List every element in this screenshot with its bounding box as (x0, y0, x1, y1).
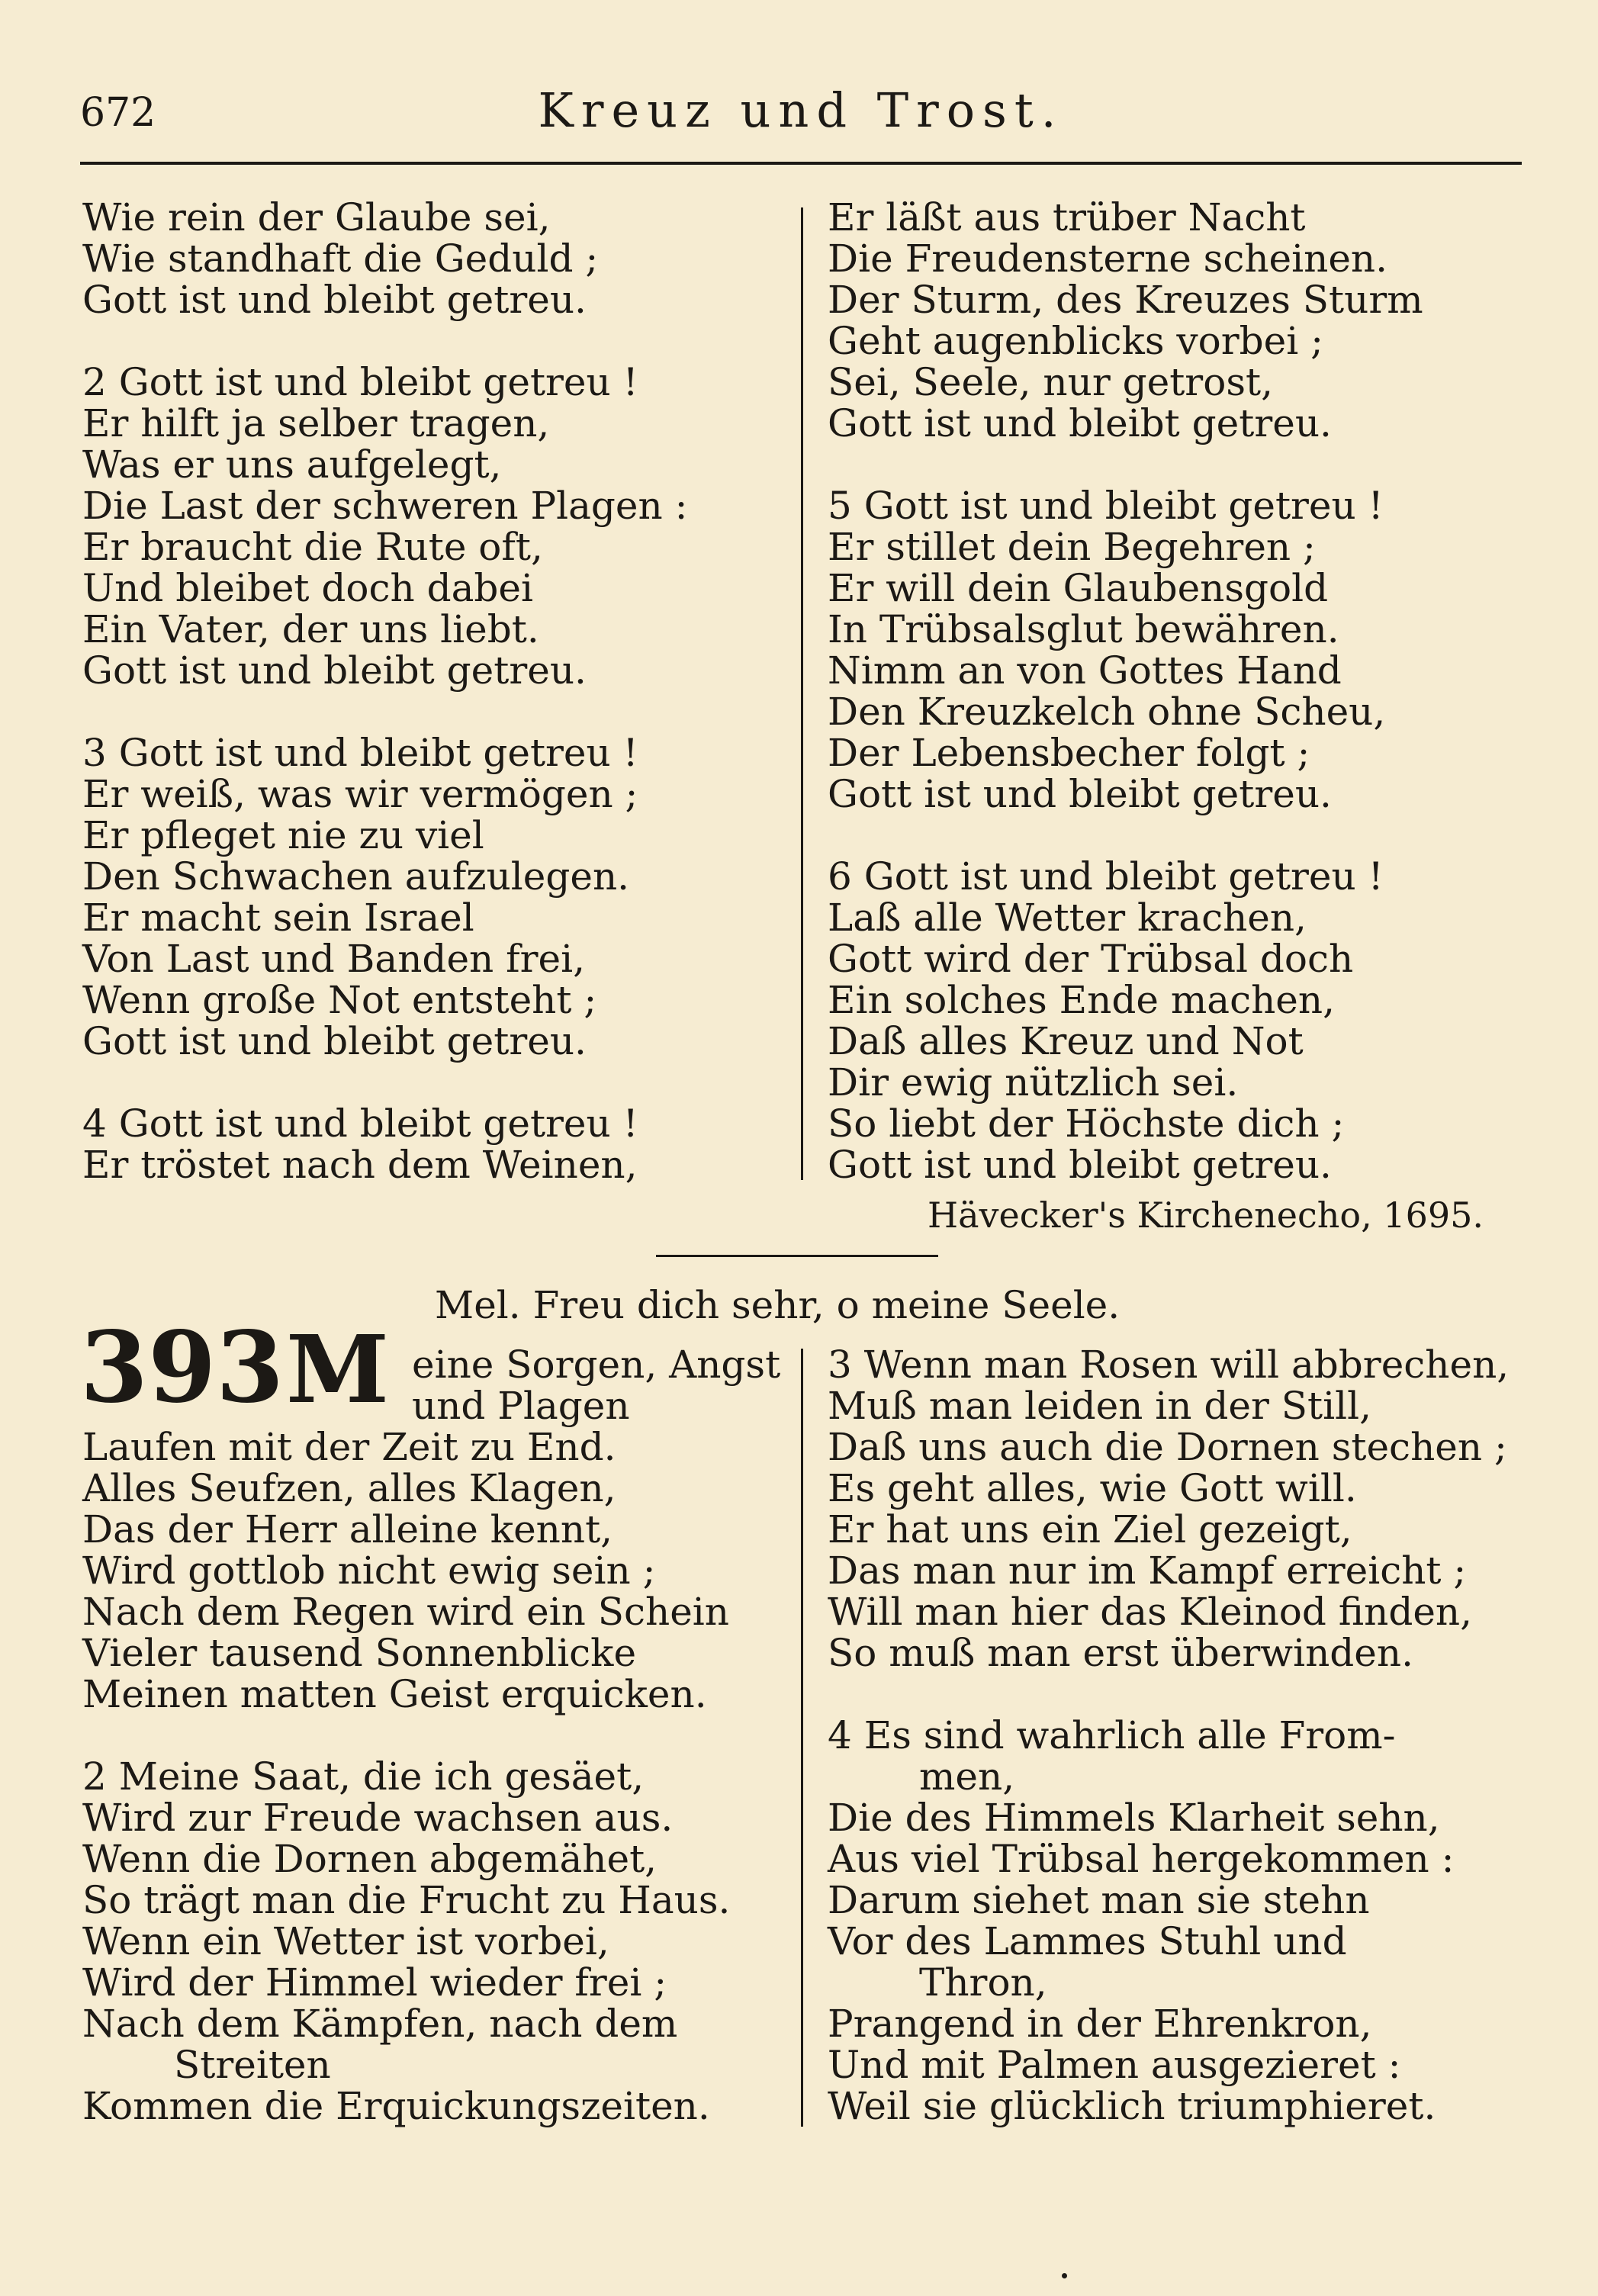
print-mark (1062, 2273, 1067, 2278)
hymn-392-left-column (82, 197, 792, 1185)
page-number: 672 (80, 90, 156, 136)
melody-line: Mel. Freu dich sehr, o meine Seele. (435, 1283, 1121, 1327)
verse-line: 6 Gott ist und bleibt getreu ! (828, 854, 1384, 899)
verse-line: men, (919, 1754, 1015, 1799)
verse-line: Er pfleget nie zu viel (82, 813, 484, 857)
stanza-gap (828, 444, 1514, 485)
running-head: Kreuz und Trost. (538, 82, 1064, 138)
verse-line: 4 Es sind wahrlich alle From- (828, 1713, 1396, 1757)
verse-line: Gott ist und bleibt getreu. (828, 772, 1332, 816)
verse-line: Gott wird der Trübsal doch (828, 937, 1354, 981)
verse-line: Kommen die Erquickungszeiten. (82, 2084, 710, 2128)
verse-line: So liebt der Höchste dich ; (828, 1101, 1345, 1146)
section-divider (656, 1255, 938, 1257)
verse-line: Er stillet dein Begehren ; (828, 525, 1316, 569)
verse-line: 2 Meine Saat, die ich gesäet, (82, 1754, 645, 1799)
hymn-393-right-column (828, 1344, 1526, 2127)
column-divider (801, 1349, 803, 2127)
verse-line: Was er uns aufgelegt, (82, 442, 502, 487)
hymn-393-left-column (82, 1344, 792, 2127)
stanza-gap (828, 815, 1514, 856)
verse-line: 3 Gott ist und bleibt getreu ! (82, 731, 638, 775)
verse-line: Dir ewig nützlich sei. (828, 1060, 1239, 1105)
verse-line: Von Last und Banden frei, (82, 937, 586, 981)
stanza-gap (82, 691, 792, 732)
stanza-gap (828, 1674, 1526, 1715)
verse-line: Der Lebensbecher folgt ; (828, 731, 1310, 775)
page-header (80, 82, 1522, 143)
verse-line: eine Sorgen, Angst (412, 1343, 781, 1387)
verse-line: Das man nur im Kampf erreicht ; (828, 1548, 1467, 1593)
verse-line: 5 Gott ist und bleibt getreu ! (828, 484, 1384, 528)
verse-line: Vor des Lammes Stuhl und (828, 1919, 1347, 1963)
verse-line: Gott ist und bleibt getreu. (82, 278, 587, 322)
verse-line: 3 Wenn man Rosen will abbrechen, (828, 1343, 1510, 1387)
verse-line: 2 Gott ist und bleibt getreu ! (82, 360, 638, 404)
verse-line: Weil sie glücklich triumphieret. (828, 2084, 1436, 2128)
verse-line: und Plagen (412, 1384, 630, 1428)
verse-line: Sei, Seele, nur getrost, (828, 360, 1273, 404)
verse-line: Will man hier das Kleinod finden, (828, 1590, 1473, 1634)
verse-line: Nach dem Regen wird ein Schein (82, 1590, 729, 1634)
drop-cap: M (286, 1314, 390, 1424)
verse-line: Vieler tausend Sonnenblicke (82, 1631, 637, 1675)
verse-line: Laufen mit der Zeit zu End. (82, 1425, 616, 1469)
verse-line: Geht augenblicks vorbei ; (828, 319, 1323, 363)
verse-line: Den Schwachen aufzulegen. (82, 854, 630, 899)
verse-line: Streiten (174, 2043, 331, 2087)
verse-line: Er läßt aus trüber Nacht (828, 195, 1306, 240)
hymn-392-right-column (828, 197, 1514, 1185)
stanza-gap (82, 320, 792, 362)
verse-line: Er weiß, was wir vermögen ; (82, 772, 638, 816)
verse-line: Ein Vater, der uns liebt. (82, 607, 539, 651)
verse-line: Gott ist und bleibt getreu. (828, 401, 1332, 445)
verse-line: Er macht sein Israel (82, 896, 474, 940)
verse-line: Laß alle Wetter krachen, (828, 896, 1307, 940)
verse-line: Er braucht die Rute oft, (82, 525, 543, 569)
verse-line: Und bleibet doch dabei (82, 566, 534, 610)
verse-line: Er hat uns ein Ziel gezeigt, (828, 1507, 1352, 1552)
verse-line: Muß man leiden in der Still, (828, 1384, 1371, 1428)
verse-line: Darum siehet man sie stehn (828, 1878, 1370, 1922)
verse-line: Wenn ein Wetter ist vorbei, (82, 1919, 609, 1963)
header-rule (80, 162, 1522, 165)
verse-line: Wenn die Dornen abgemähet, (82, 1837, 658, 1881)
verse-line: Er hilft ja selber tragen, (82, 401, 550, 445)
verse-line: So muß man erst überwinden. (828, 1631, 1413, 1675)
verse-line: Thron, (919, 1960, 1047, 2005)
hymn-attribution: Hävecker's Kirchenecho, 1695. (927, 1195, 1484, 1236)
verse-line: Er tröstet nach dem Weinen, (82, 1143, 638, 1187)
verse-line: Die des Himmels Klarheit sehn, (828, 1796, 1440, 1840)
verse-line: Prangend in der Ehrenkron, (828, 2002, 1372, 2046)
verse-line: 4 Gott ist und bleibt getreu ! (82, 1101, 638, 1146)
verse-line: Den Kreuzkelch ohne Scheu, (828, 690, 1386, 734)
verse-line: Es geht alles, wie Gott will. (828, 1466, 1357, 1510)
verse-line: Wie rein der Glaube sei, (82, 195, 551, 240)
verse-line: Wird gottlob nicht ewig sein ; (82, 1548, 656, 1593)
verse-line: Nach dem Kämpfen, nach dem (82, 2002, 678, 2046)
verse-line: Gott ist und bleibt getreu. (82, 648, 587, 693)
verse-line: Wird der Himmel wieder frei ; (82, 1960, 667, 2005)
stanza-gap (82, 1062, 792, 1103)
verse-line: Die Freudensterne scheinen. (828, 236, 1388, 281)
verse-line: Wenn große Not entsteht ; (82, 978, 597, 1022)
stanza-gap (82, 1715, 792, 1756)
verse-line: Alles Seufzen, alles Klagen, (82, 1466, 616, 1510)
verse-line: Und mit Palmen ausgezieret : (828, 2043, 1401, 2087)
verse-line: Daß uns auch die Dornen stechen ; (828, 1425, 1507, 1469)
verse-line: So trägt man die Frucht zu Haus. (82, 1878, 731, 1922)
verse-line: Ein solches Ende machen, (828, 978, 1335, 1022)
verse-line: Meinen matten Geist erquicken. (82, 1672, 707, 1716)
hymn-number: 393 (80, 1310, 285, 1425)
verse-line: Er will dein Glaubensgold (828, 566, 1329, 610)
verse-line: Die Last der schweren Plagen : (82, 484, 688, 528)
verse-line: Wird zur Freude wachsen aus. (82, 1796, 674, 1840)
verse-line: Daß alles Kreuz und Not (828, 1019, 1304, 1063)
verse-line: Wie standhaft die Geduld ; (82, 236, 599, 281)
verse-line: Gott ist und bleibt getreu. (828, 1143, 1332, 1187)
verse-line: Nimm an von Gottes Hand (828, 648, 1342, 693)
verse-line: Der Sturm, des Kreuzes Sturm (828, 278, 1423, 322)
verse-line: Das der Herr alleine kennt, (82, 1507, 613, 1552)
verse-line: Aus viel Trübsal hergekommen : (828, 1837, 1455, 1881)
column-divider (801, 207, 803, 1180)
verse-line: Gott ist und bleibt getreu. (82, 1019, 587, 1063)
verse-line: In Trübsalsglut bewähren. (828, 607, 1339, 651)
